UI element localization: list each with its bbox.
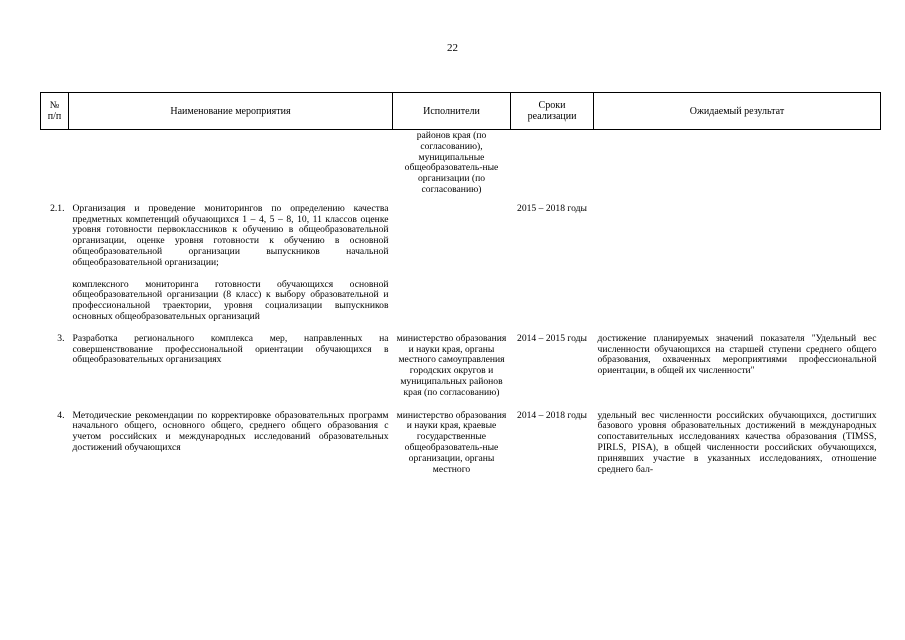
row-name-paragraph: Методические рекомендации по корректировке образовательных программ начального общего, основного общего, среднего общего образования с учетом российских и международных исследований образовательных достижений обучающихся xyxy=(72,409,389,453)
table-row xyxy=(41,130,881,204)
row-executors: министерство образования и науки края, органы местного самоуправления городских округов и муниципальных районов края (по согласованию) xyxy=(396,332,507,398)
row-name xyxy=(69,204,393,334)
row-executors: районов края (по согласованию), муниципальные общеобразователь-ные организации (по согласованию) xyxy=(404,130,499,195)
header-name: Наименование мероприятия xyxy=(69,93,393,130)
row-result: достижение планируемых значений показателя "Удельный вес численности обучающихся на старшей ступени среднего общего образования, охваченных мероприятиями профессиональной ориентации, в общей их численности" xyxy=(597,332,877,377)
row-terms xyxy=(511,130,594,204)
header-result: Ожидаемый результат xyxy=(594,93,881,130)
header-executors: Исполнители xyxy=(393,93,511,130)
row-name-paragraph: Разработка регионального комплекса мер, направленных на совершенствование профессиональной ориентации обучающихся в общеобразовательных организациях xyxy=(72,332,389,366)
row-num: 2.1. xyxy=(50,202,65,214)
row-executors xyxy=(393,204,511,334)
header-num-text: № п/п xyxy=(47,100,62,122)
row-name xyxy=(69,130,393,204)
row-result xyxy=(594,204,881,334)
header-terms xyxy=(511,93,594,130)
row-result: удельный вес численности российских обучающихся, достигших базового уровня образовательных достижений в международных сопоставительных исследованиях качества образования (TIMSS, PIRLS, PISA), в общей численности российских обучающихся, принявших участие в указанных исследованиях, отношение среднего бал- xyxy=(597,409,877,475)
header-num xyxy=(41,93,69,130)
row-num xyxy=(41,130,69,204)
row-terms: 2014 – 2015 годы xyxy=(517,332,587,344)
row-name-paragraph: комплексного мониторинга готовности обучающихся основной общеобразовательной организации (8 класс) к выбору образовательной и профессиональной траектории, уровня социализации выпускников основных общеобразовательных организаций xyxy=(72,278,389,322)
row-result xyxy=(594,130,881,204)
table-header-row xyxy=(41,93,881,130)
row-num: 4. xyxy=(57,409,65,421)
row-name xyxy=(69,411,393,476)
activities-table xyxy=(40,92,881,475)
table-row xyxy=(41,411,881,476)
header-terms-text: Сроки реализации xyxy=(527,100,577,122)
row-num: 3. xyxy=(57,332,65,344)
page-number: 22 xyxy=(447,42,458,54)
row-executors: министерство образования и науки края, краевые государственные общеобразователь-ные организации, органы местного xyxy=(396,409,507,475)
row-name xyxy=(69,334,393,411)
row-terms: 2015 – 2018 годы xyxy=(517,202,587,214)
row-name-paragraph: Организация и проведение мониторингов по определению качества предметных компетенций обучающихся 1 – 4, 5 – 8, 10, 11 классов оценке уровня готовности первоклассников к обучению в общеобразовательной организации, оценке уровня готовности к обучению в основной общеобразовательной организации выпускников начальной общеобразовательной организации; xyxy=(72,202,389,268)
table-row xyxy=(41,334,881,411)
table-row xyxy=(41,204,881,334)
row-terms: 2014 – 2018 годы xyxy=(517,409,587,421)
